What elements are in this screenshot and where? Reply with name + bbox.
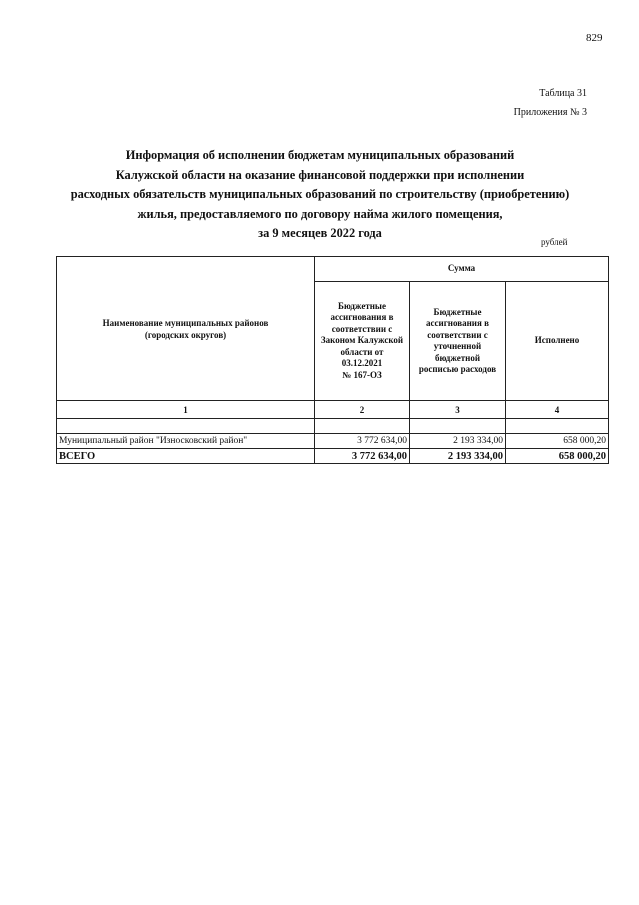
law-allocation-value: 3 772 634,00 bbox=[315, 434, 410, 449]
spacer-row bbox=[57, 419, 609, 434]
refined-allocation-value: 2 193 334,00 bbox=[410, 434, 506, 449]
title-line: расходных обязательств муниципальных образований по строительству (приобретению) bbox=[70, 187, 570, 201]
table-row bbox=[57, 434, 609, 449]
total-law-allocation: 3 772 634,00 bbox=[315, 449, 410, 464]
page-number: 829 bbox=[586, 32, 603, 44]
column-number: 3 bbox=[410, 401, 506, 419]
column-number: 2 bbox=[315, 401, 410, 419]
title-line: Информация об исполнении бюджетам муниципальных образований bbox=[125, 148, 515, 162]
total-row bbox=[57, 449, 609, 464]
document-title bbox=[40, 146, 600, 244]
total-executed: 658 000,20 bbox=[506, 449, 609, 464]
header-executed: Исполнено bbox=[506, 282, 609, 401]
header-sum: Сумма bbox=[315, 257, 609, 282]
title-line: за 9 месяцев 2022 года bbox=[258, 226, 382, 240]
total-label: ВСЕГО bbox=[57, 449, 315, 464]
units-label: рублей bbox=[541, 237, 568, 247]
column-number: 4 bbox=[506, 401, 609, 419]
column-numbers-row bbox=[57, 401, 609, 419]
header-refined-allocation: Бюджетные ассигнования в соответствии с уточненной бюджетной росписью расходов bbox=[410, 282, 506, 401]
total-refined-allocation: 2 193 334,00 bbox=[410, 449, 506, 464]
table-reference: Таблица 31 bbox=[539, 88, 587, 99]
header-municipality-name: Наименование муниципальных районов (городских округов) bbox=[57, 257, 315, 401]
title-line: жилья, предоставляемого по договору найма жилого помещения, bbox=[137, 206, 503, 221]
municipality-name: Муниципальный район "Износковский район" bbox=[57, 434, 315, 449]
header-law-allocation: Бюджетные ассигнования в соответствии с Законом Калужской области от 03.12.2021 № 167-ОЗ bbox=[315, 282, 410, 401]
column-number: 1 bbox=[57, 401, 315, 419]
executed-value: 658 000,20 bbox=[506, 434, 609, 449]
title-line: Калужской области на оказание финансовой поддержки при исполнении bbox=[115, 167, 525, 182]
appendix-reference: Приложения № 3 bbox=[513, 107, 587, 118]
budget-report-table bbox=[56, 256, 609, 464]
